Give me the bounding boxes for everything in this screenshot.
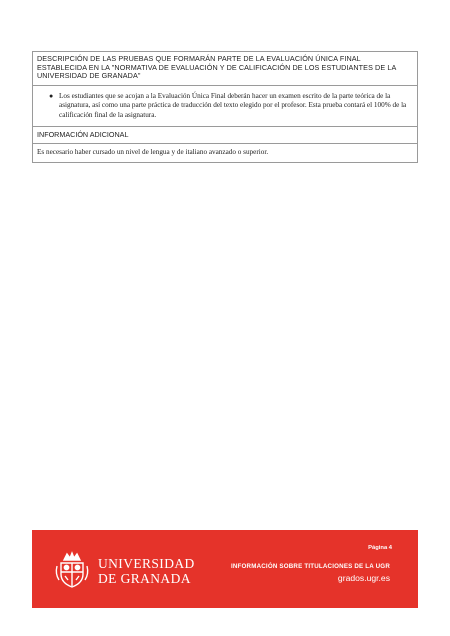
university-name-line-2: DE GRANADA [98,571,191,586]
additional-info-heading: INFORMACIÓN ADICIONAL [33,126,417,143]
heading-line-3: UNIVERSIDAD DE GRANADA" [37,71,141,81]
footer-info-title: INFORMACIÓN SOBRE TITULACIONES DE LA UGR [230,563,390,570]
bullet-text: Los estudiantes que se acojan a la Evaluación Única Final deberán hacer un examen escrito de la parte teórica de la asignatura, así como una parte práctica de traducción del texto elegido por el profesor. Esta prueba contará el 100% de la calificación final de la asignatura. [59,91,407,119]
heading-line-2: ESTABLECIDA EN LA "NORMATIVA DE EVALUACIÓN Y DE CALIFICACIÓN DE LOS ESTUDIANTES DE LA [37,62,397,72]
bullet-icon: ● [49,91,54,100]
university-seal-icon [54,550,90,590]
heading-line-1: DESCRIPCIÓN DE LAS PRUEBAS QUE FORMARÁN PARTE DE LA EVALUACIÓN ÚNICA FINAL [37,54,361,63]
footer-website-link[interactable]: grados.ugr.es [337,573,390,583]
list-item [49,92,409,120]
page-number: Página 4 [368,545,392,551]
university-name [98,557,195,586]
university-name-line-1: UNIVERSIDAD [98,556,195,571]
evaluation-table [32,51,418,163]
evaluation-heading [33,52,417,85]
additional-info-text: Es necesario haber cursado un nivel de lengua y de italiano avanzado o superior. [33,143,417,162]
evaluation-body [33,85,417,126]
page-footer [32,530,418,608]
